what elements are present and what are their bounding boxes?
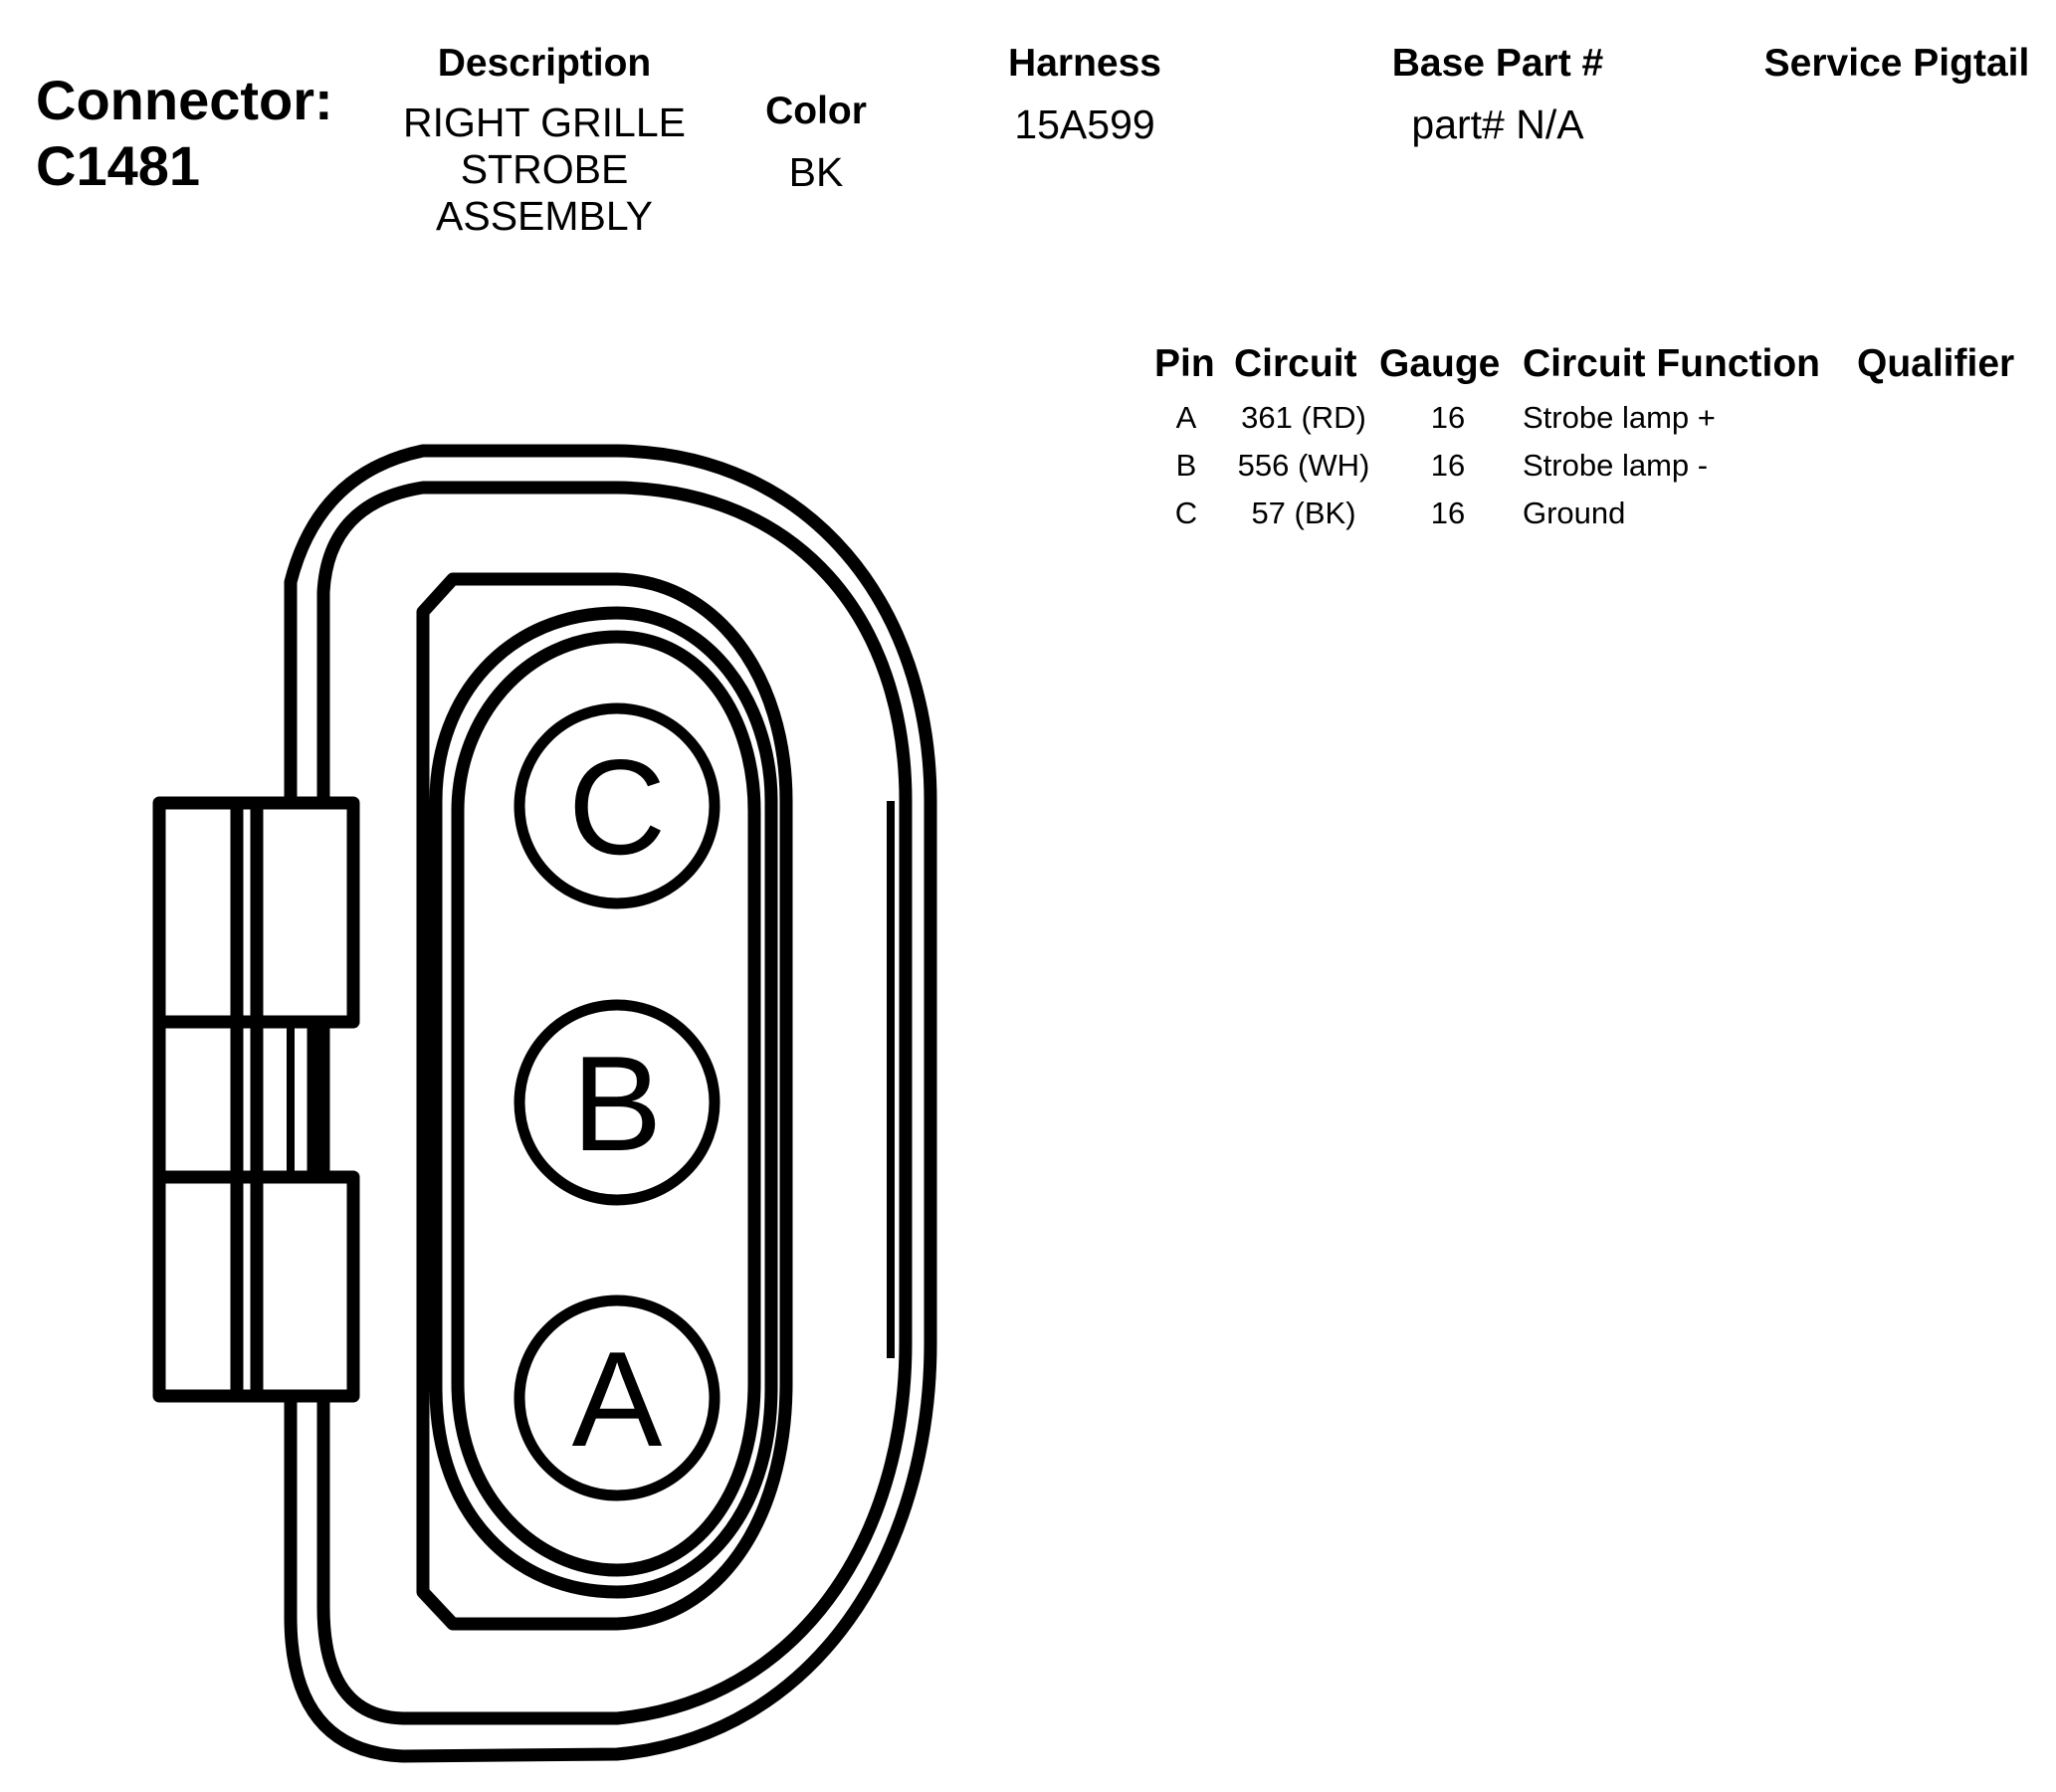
column-header-circuit-function: Circuit Function xyxy=(1523,342,1820,385)
base-part-value: part# N/A xyxy=(1411,101,1584,147)
row-c-function: Ground xyxy=(1523,496,1626,530)
pin-b-label: B xyxy=(571,1028,663,1179)
color-value: BK xyxy=(788,149,844,195)
service-pigtail-header: Service Pigtail xyxy=(1763,42,2030,85)
row-b-circuit: 556 (WH) xyxy=(1237,448,1370,483)
description-header: Description xyxy=(437,42,652,85)
row-a-function: Strobe lamp + xyxy=(1523,400,1716,435)
column-header-gauge: Gauge xyxy=(1379,342,1501,385)
row-b-function: Strobe lamp - xyxy=(1523,448,1709,483)
column-header-circuit: Circuit xyxy=(1234,342,1357,385)
column-header-pin: Pin xyxy=(1154,342,1215,385)
row-a-circuit: 361 (RD) xyxy=(1241,400,1366,435)
description-value: RIGHT GRILLE STROBE ASSEMBLY xyxy=(402,100,687,239)
pin-a-label: A xyxy=(571,1323,663,1475)
connector-label: Connector: xyxy=(36,69,333,131)
row-c-gauge: 16 xyxy=(1430,496,1466,530)
row-b-pin: B xyxy=(1175,448,1197,483)
row-a-pin: A xyxy=(1175,400,1197,435)
harness-header: Harness xyxy=(1008,42,1161,85)
color-header: Color xyxy=(765,90,867,132)
harness-value: 15A599 xyxy=(1014,101,1155,147)
connector-id: C1481 xyxy=(36,134,201,197)
column-header-qualifier: Qualifier xyxy=(1857,342,2015,385)
row-a-gauge: 16 xyxy=(1430,400,1466,435)
row-c-pin: C xyxy=(1174,496,1198,530)
row-c-circuit: 57 (BK) xyxy=(1251,496,1356,530)
pin-c-label: C xyxy=(567,731,667,883)
base-part-header: Base Part # xyxy=(1391,42,1604,85)
row-b-gauge: 16 xyxy=(1430,448,1466,483)
